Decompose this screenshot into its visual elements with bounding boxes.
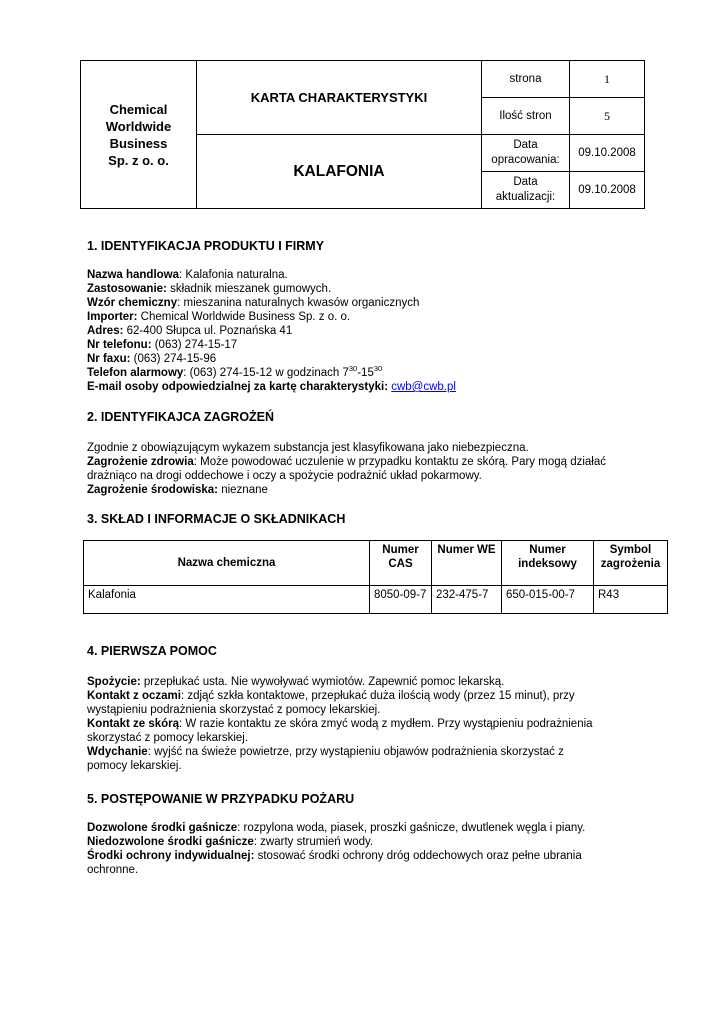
updated-date: 09.10.2008 bbox=[570, 172, 645, 209]
hazard-intro: Zgodnie z obowiązującym wykazem substancja jest klasyfikowana jako niebezpieczna. bbox=[87, 442, 529, 454]
company-line: Worldwide bbox=[105, 118, 172, 134]
fax-label: Nr faxu: bbox=[87, 353, 131, 365]
hours-separator: -15 bbox=[357, 367, 374, 379]
composition-table bbox=[83, 540, 668, 614]
phone-label: Nr telefonu: bbox=[87, 339, 152, 351]
importer-label: Importer: bbox=[87, 311, 138, 323]
cell-cas: 8050-09-7 bbox=[370, 586, 432, 614]
ingestion-value: przepłukać usta. Nie wywoływać wymiotów. Zapewnić pomoc lekarską. bbox=[140, 676, 505, 688]
forbidden-extinguishers-value: : zwarty strumień wody. bbox=[253, 836, 374, 848]
eye-contact-label: Kontakt z oczami bbox=[87, 690, 181, 702]
page-label: strona bbox=[482, 61, 570, 98]
col-header-we: Numer WE bbox=[432, 541, 502, 586]
col-header-cas: Numer CAS bbox=[370, 541, 432, 586]
col-header-index: Numer indeksowy bbox=[502, 541, 594, 586]
product-name: KALAFONIA bbox=[197, 135, 482, 209]
protection-value-cont: ochronne. bbox=[87, 864, 139, 876]
created-label-line: opracowania: bbox=[491, 154, 560, 166]
section-2-title: 2. IDENTYFIKAJCA ZAGROŻEŃ bbox=[87, 410, 275, 424]
created-date: 09.10.2008 bbox=[570, 135, 645, 172]
company-line: Chemical bbox=[109, 101, 168, 117]
phone-value: (063) 274-15-17 bbox=[151, 339, 238, 351]
skin-contact-label: Kontakt ze skórą bbox=[87, 718, 180, 730]
forbidden-extinguishers-label: Niedozwolone środki gaśnicze bbox=[87, 836, 254, 848]
protection-value: stosować środki ochrony dróg oddechowych oraz pełne ubrania bbox=[254, 850, 582, 862]
eye-contact-value-cont: wystąpieniu podrażnienia skorzystać z pomocy lekarskiej. bbox=[87, 704, 381, 716]
col-header-symbol: Symbol zagrożenia bbox=[594, 541, 668, 586]
allowed-extinguishers-label: Dozwolone środki gaśnicze bbox=[87, 822, 238, 834]
protection-label: Środki ochrony indywidualnej: bbox=[87, 850, 255, 862]
email-link[interactable]: cwb@cwb.pl bbox=[391, 381, 456, 393]
formula-value: : mieszanina naturalnych kwasów organicznych bbox=[177, 297, 420, 309]
cell-name: Kalafonia bbox=[84, 586, 370, 614]
formula-label: Wzór chemiczny bbox=[87, 297, 178, 309]
use-label: Zastosowanie: bbox=[87, 283, 167, 295]
cell-index: 650-015-00-7 bbox=[502, 586, 594, 614]
health-hazard-label: Zagrożenie zdrowia bbox=[87, 456, 194, 468]
address-value: 62-400 Słupca ul. Poznańska 41 bbox=[123, 325, 293, 337]
page-value: 1 bbox=[570, 61, 645, 98]
hours-start-minutes: 30 bbox=[348, 364, 358, 373]
document-title: KARTA CHARAKTERYSTYKI bbox=[197, 61, 482, 135]
header-table bbox=[80, 60, 645, 209]
env-hazard-value: nieznane bbox=[218, 484, 268, 496]
section-4-body bbox=[87, 675, 657, 773]
created-label bbox=[482, 135, 570, 172]
eye-contact-value: : zdjąć szkła kontaktowe, przepłukać duża ilością wody (przez 15 minut), przy bbox=[180, 690, 575, 702]
updated-label-line: aktualizacji: bbox=[495, 191, 556, 203]
ingestion-label: Spożycie: bbox=[87, 676, 141, 688]
hours-end-minutes: 30 bbox=[373, 364, 383, 373]
allowed-extinguishers-value: : rozpylona woda, piasek, proszki gaśnicze, dwutlenek węgla i piany. bbox=[237, 822, 586, 834]
pages-value: 5 bbox=[570, 98, 645, 135]
skin-contact-value: : W razie kontaktu ze skóra zmyć wodą z mydłem. Przy wystąpieniu podrażnienia bbox=[179, 718, 593, 730]
trade-name-value: : Kalafonia naturalna. bbox=[179, 269, 288, 281]
section-3-title: 3. SKŁAD I INFORMACJE O SKŁADNIKACH bbox=[87, 512, 346, 526]
alarm-phone-value: : (063) 274-15-12 w godzinach 7 bbox=[183, 367, 349, 379]
section-1-title: 1. IDENTYFIKACJA PRODUKTU I FIRMY bbox=[87, 239, 325, 253]
table-row bbox=[84, 586, 668, 614]
section-5-title: 5. POSTĘPOWANIE W PRZYPADKU POŻARU bbox=[87, 792, 355, 806]
company-line: Business bbox=[109, 135, 168, 151]
section-4-title: 4. PIERWSZA POMOC bbox=[87, 644, 217, 658]
col-header-name: Nazwa chemiczna bbox=[84, 541, 370, 586]
inhalation-value: : wyjść na świeże powietrze, przy wystąpieniu objawów podrażnienia skorzystać z bbox=[147, 746, 564, 758]
use-value: składnik mieszanek gumowych. bbox=[166, 283, 332, 295]
cell-symbol: R43 bbox=[594, 586, 668, 614]
updated-label bbox=[482, 172, 570, 209]
company-line: Sp. z o. o. bbox=[108, 152, 169, 168]
skin-contact-value-cont: skorzystać z pomocy lekarskiej. bbox=[87, 732, 249, 744]
address-label: Adres: bbox=[87, 325, 124, 337]
health-hazard-value: : Może powodować uczulenie w przypadku kontaktu ze skórą. Pary mogą działać bbox=[193, 456, 607, 468]
health-hazard-value-cont: drażniąco na drogi oddechowe i oczy a spożycie podrażnić układ pokarmowy. bbox=[87, 470, 482, 482]
alarm-phone-label: Telefon alarmowy bbox=[87, 367, 184, 379]
table-header-row bbox=[84, 541, 668, 586]
fax-value: (063) 274-15-96 bbox=[130, 353, 217, 365]
created-label-line: Data bbox=[513, 139, 538, 151]
section-5-body bbox=[87, 821, 657, 877]
email-label: E-mail osoby odpowiedzialnej za kartę charakterystyki: bbox=[87, 381, 389, 393]
importer-value: Chemical Worldwide Business Sp. z o. o. bbox=[137, 311, 351, 323]
cell-we: 232-475-7 bbox=[432, 586, 502, 614]
inhalation-value-cont: pomocy lekarskiej. bbox=[87, 760, 182, 772]
company-name bbox=[81, 61, 197, 209]
inhalation-label: Wdychanie bbox=[87, 746, 148, 758]
section-1-body bbox=[87, 268, 657, 394]
pages-label: Ilość stron bbox=[482, 98, 570, 135]
section-2-body bbox=[87, 441, 657, 497]
env-hazard-label: Zagrożenie środowiska: bbox=[87, 484, 219, 496]
updated-label-line: Data bbox=[513, 176, 538, 188]
trade-name-label: Nazwa handlowa bbox=[87, 269, 180, 281]
